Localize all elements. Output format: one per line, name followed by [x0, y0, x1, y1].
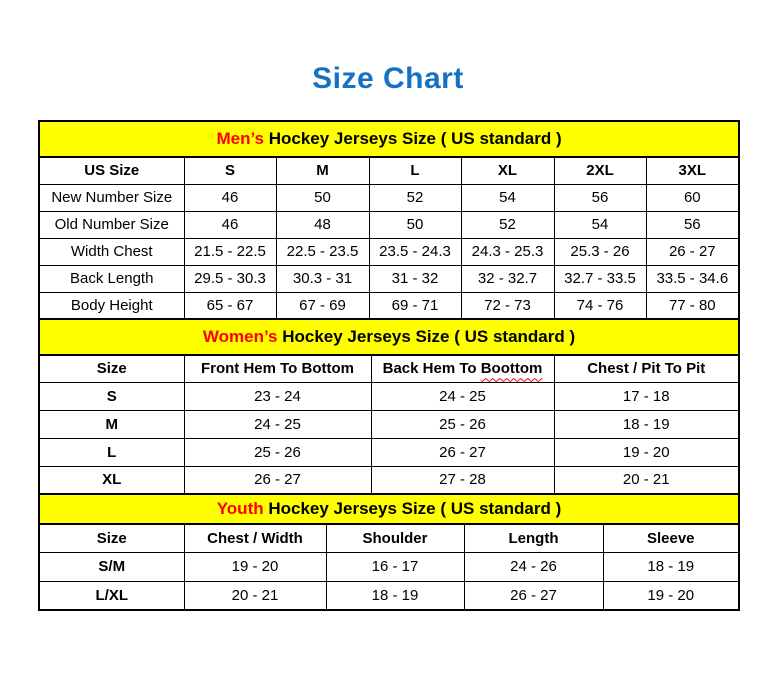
table-cell: 30.3 - 31	[276, 265, 369, 292]
page-title: Size Chart	[312, 62, 464, 95]
table-row	[39, 466, 739, 494]
row-label: Width Chest	[39, 238, 184, 265]
row-label: S	[39, 382, 184, 410]
column-header: Front Hem To Bottom	[184, 355, 371, 382]
row-label: New Number Size	[39, 184, 184, 211]
mens-size-table	[38, 120, 740, 320]
table-cell: 24 - 25	[371, 382, 554, 410]
table-cell: 67 - 69	[276, 292, 369, 319]
column-header: 3XL	[646, 157, 739, 184]
table-row	[39, 552, 739, 581]
table-cell: 22.5 - 23.5	[276, 238, 369, 265]
table-cell: 26 - 27	[371, 438, 554, 466]
table-cell: 26 - 27	[184, 466, 371, 494]
womens-table-caption	[39, 319, 739, 355]
table-cell: 56	[646, 211, 739, 238]
table-cell: 19 - 20	[603, 581, 739, 610]
column-header: Chest / Width	[184, 524, 326, 552]
row-label: L	[39, 438, 184, 466]
table-cell: 69 - 71	[369, 292, 461, 319]
table-cell: 54	[554, 211, 646, 238]
table-cell: 21.5 - 22.5	[184, 238, 276, 265]
column-header-text: Back Hem To	[382, 360, 481, 378]
column-header: Sleeve	[603, 524, 739, 552]
column-header: US Size	[39, 157, 184, 184]
table-row	[39, 319, 739, 355]
table-cell: 56	[554, 184, 646, 211]
mens-table-caption	[39, 121, 739, 157]
table-row	[39, 438, 739, 466]
row-label: Old Number Size	[39, 211, 184, 238]
youth-caption-rest: Hockey Jerseys Size ( US standard )	[263, 499, 562, 518]
size-tables	[38, 120, 738, 611]
table-cell: 23.5 - 24.3	[369, 238, 461, 265]
row-label: M	[39, 410, 184, 438]
column-header: L	[369, 157, 461, 184]
youth-caption-highlight: Youth	[216, 499, 264, 518]
table-cell: 18 - 19	[554, 410, 739, 438]
table-cell: 24.3 - 25.3	[461, 238, 554, 265]
table-cell: 18 - 19	[603, 552, 739, 581]
table-cell: 48	[276, 211, 369, 238]
youth-size-table	[38, 493, 740, 611]
table-cell: 17 - 18	[554, 382, 739, 410]
table-cell: 54	[461, 184, 554, 211]
table-cell: 24 - 26	[464, 552, 603, 581]
table-cell: 25.3 - 26	[554, 238, 646, 265]
column-header: Size	[39, 524, 184, 552]
table-cell: 50	[369, 211, 461, 238]
table-row	[39, 292, 739, 319]
column-header: Length	[464, 524, 603, 552]
womens-size-table	[38, 318, 740, 495]
table-row	[39, 211, 739, 238]
table-row	[39, 184, 739, 211]
table-row	[39, 238, 739, 265]
table-cell: 46	[184, 184, 276, 211]
column-header: Chest / Pit To Pit	[554, 355, 739, 382]
table-cell: 29.5 - 30.3	[184, 265, 276, 292]
table-cell: 16 - 17	[326, 552, 464, 581]
table-cell: 19 - 20	[554, 438, 739, 466]
spellcheck-squiggle-text: Boottom	[480, 360, 543, 378]
table-row	[39, 581, 739, 610]
youth-table-caption	[39, 494, 739, 524]
table-cell: 60	[646, 184, 739, 211]
table-cell: 20 - 21	[554, 466, 739, 494]
row-label: XL	[39, 466, 184, 494]
table-cell: 65 - 67	[184, 292, 276, 319]
table-cell: 72 - 73	[461, 292, 554, 319]
column-header: Size	[39, 355, 184, 382]
row-label: S/M	[39, 552, 184, 581]
table-row	[39, 494, 739, 524]
table-row	[39, 410, 739, 438]
table-cell: 32.7 - 33.5	[554, 265, 646, 292]
table-cell: 77 - 80	[646, 292, 739, 319]
table-header-row	[39, 524, 739, 552]
table-row	[39, 382, 739, 410]
table-cell: 46	[184, 211, 276, 238]
table-cell: 24 - 25	[184, 410, 371, 438]
table-cell: 27 - 28	[371, 466, 554, 494]
column-header: 2XL	[554, 157, 646, 184]
table-cell: 18 - 19	[326, 581, 464, 610]
womens-caption-highlight: Women’s	[202, 327, 278, 346]
table-cell: 52	[369, 184, 461, 211]
column-header: S	[184, 157, 276, 184]
womens-caption-rest: Hockey Jerseys Size ( US standard )	[277, 327, 576, 346]
column-header	[371, 355, 554, 382]
table-cell: 25 - 26	[184, 438, 371, 466]
column-header: Shoulder	[326, 524, 464, 552]
mens-caption-rest: Hockey Jerseys Size ( US standard )	[264, 129, 562, 148]
table-cell: 26 - 27	[646, 238, 739, 265]
table-cell: 26 - 27	[464, 581, 603, 610]
table-cell: 25 - 26	[371, 410, 554, 438]
table-cell: 32 - 32.7	[461, 265, 554, 292]
column-header: M	[276, 157, 369, 184]
table-header-row	[39, 355, 739, 382]
table-cell: 20 - 21	[184, 581, 326, 610]
row-label: Back Length	[39, 265, 184, 292]
table-row	[39, 121, 739, 157]
table-cell: 23 - 24	[184, 382, 371, 410]
table-row	[39, 265, 739, 292]
row-label: L/XL	[39, 581, 184, 610]
table-cell: 33.5 - 34.6	[646, 265, 739, 292]
table-cell: 74 - 76	[554, 292, 646, 319]
table-header-row	[39, 157, 739, 184]
mens-caption-highlight: Men’s	[216, 129, 264, 148]
table-cell: 31 - 32	[369, 265, 461, 292]
row-label: Body Height	[39, 292, 184, 319]
table-cell: 52	[461, 211, 554, 238]
table-cell: 50	[276, 184, 369, 211]
title-area	[38, 0, 738, 96]
column-header: XL	[461, 157, 554, 184]
table-cell: 19 - 20	[184, 552, 326, 581]
